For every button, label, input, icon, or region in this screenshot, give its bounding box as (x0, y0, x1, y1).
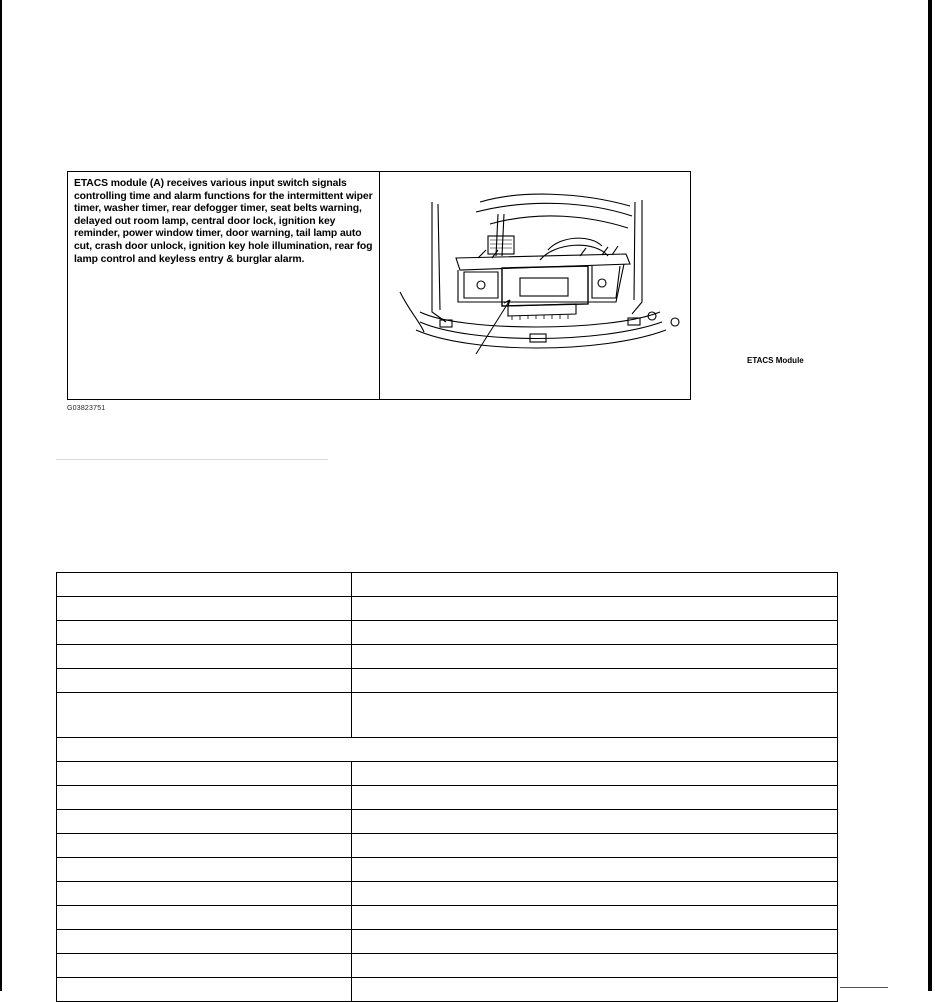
table-label-cell (57, 762, 352, 786)
etacs-module-illustration (380, 172, 804, 399)
table-value-cell (352, 810, 838, 834)
table-value-cell (352, 930, 838, 954)
table-row (57, 906, 838, 930)
table-row (57, 786, 838, 810)
section-divider (56, 459, 328, 460)
table-value-cell (352, 597, 838, 621)
table-row (57, 810, 838, 834)
table-value-cell (352, 834, 838, 858)
table-label-cell (57, 645, 352, 669)
etacs-description: ETACS module (A) receives various input switch signals controlling time and alarm functions for the intermittent wiper timer, washer timer, rear defogger timer, seat belts warning, delayed out room lamp, central door lock, ignition key reminder, power window timer, door warning, tail lamp auto cut, crash door unlock, ignition key hole illumination, rear fog lamp control and keyless entry & burglar alarm. (74, 178, 373, 265)
table-row (57, 954, 838, 978)
dashboard-illustration-svg (380, 172, 690, 399)
table-label-cell (57, 882, 352, 906)
table-label-cell (57, 834, 352, 858)
page-left-border (0, 0, 2, 991)
table-row (57, 930, 838, 954)
table-value-cell (352, 762, 838, 786)
table-label-cell (57, 669, 352, 693)
table-section-cell (57, 738, 838, 762)
spec-table (56, 572, 838, 1002)
table-label-cell (57, 621, 352, 645)
table-row (57, 621, 838, 645)
table-value-cell (352, 906, 838, 930)
table-label-cell (57, 810, 352, 834)
table-value-cell (352, 954, 838, 978)
page-bottom-rule (840, 987, 888, 988)
table-row (57, 573, 838, 597)
table-row (57, 762, 838, 786)
table-label-cell (57, 930, 352, 954)
table-row (57, 882, 838, 906)
table-value-cell (352, 669, 838, 693)
table-value-cell (352, 693, 838, 738)
table-row (57, 645, 838, 669)
table-row (57, 978, 838, 1002)
page-right-border (928, 0, 932, 991)
table-row (57, 669, 838, 693)
table-label-cell (57, 906, 352, 930)
table-row (57, 693, 838, 738)
table-label-cell (57, 954, 352, 978)
table-row (57, 858, 838, 882)
table-row (57, 738, 838, 762)
table-label-cell (57, 858, 352, 882)
table-value-cell (352, 645, 838, 669)
table-label-cell (57, 597, 352, 621)
table-value-cell (352, 573, 838, 597)
table-value-cell (352, 621, 838, 645)
table-value-cell (352, 786, 838, 810)
table-label-cell (57, 978, 352, 1002)
table-row (57, 834, 838, 858)
figure-id: G03823751 (67, 405, 106, 412)
table-label-cell (57, 573, 352, 597)
table-row (57, 597, 838, 621)
table-value-cell (352, 882, 838, 906)
table-label-cell (57, 693, 352, 738)
etacs-module-label: ETACS Module (747, 356, 804, 365)
table-value-cell (352, 978, 838, 1002)
table-label-cell (57, 786, 352, 810)
etacs-figure (67, 171, 804, 400)
table-value-cell (352, 858, 838, 882)
